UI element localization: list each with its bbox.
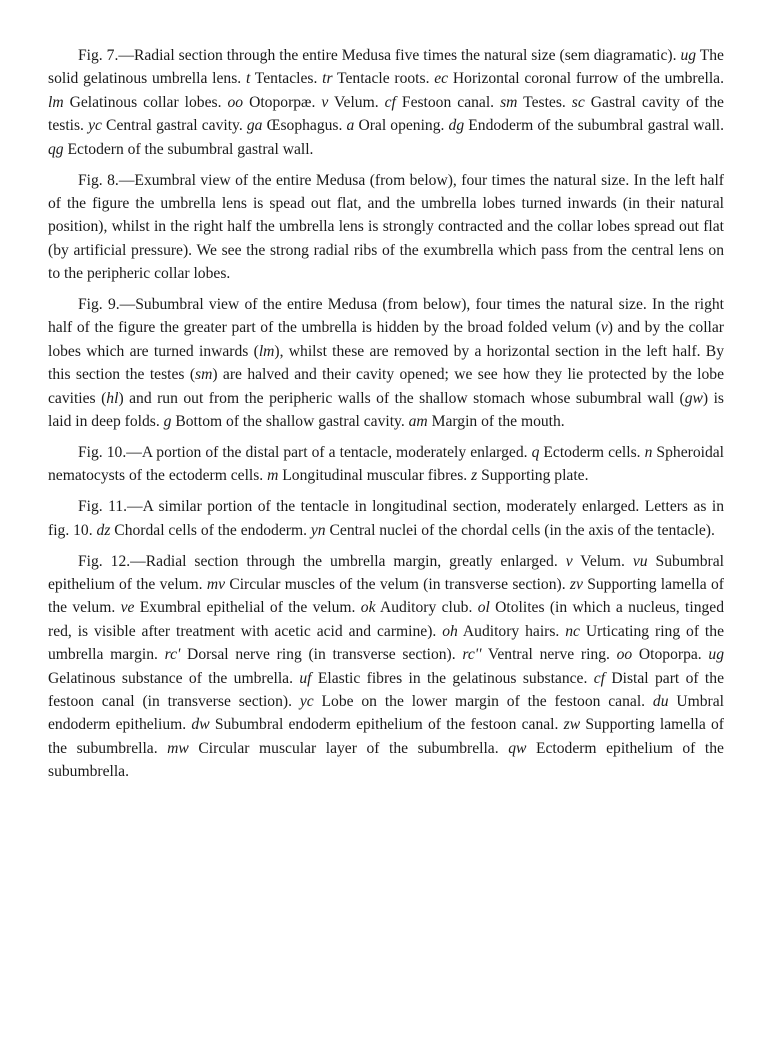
fig-9-caption: Fig. 9.—Subumbral view of the entire Medusa (from below), four times the natural size. In the right half of the figure the greater part of the umbrella is hidden by the broad folded velum (v) and by the collar lobes which are turned inwards (lm), whilst these are removed by a horizontal section in the left half. By this section the testes (sm) are halved and their cavity opened; we see how they lie protected by the lobe cavities (hl) and run out from the peripheric walls of the shallow stomach whose subumbral wall (gw) is laid in deep folds. g Bottom of the shallow gastral cavity. am Margin of the mouth. xyxy=(48,296,725,431)
fig-12-caption: Fig. 12.—Radial section through the umbrella margin, greatly enlarged. v Velum. vu Subumbral epithelium of the velum. mv Circular muscles of the velum (in transverse section). zv Supporting lamella of the velum. ve Exumbral epithelial of the velum. ok Auditory club. ol Otolites (in which a nucleus, tinged red, is visible after treatment with acetic acid and carmine). oh Auditory hairs. nc Urticating ring of the umbrella margin. rc' Dorsal nerve ring (in transverse section). rc'' Ventral nerve ring. oo Otoporpa. ug Gelatinous substance of the umbrella. uf Elastic fibres in the gelatinous substance. cf Distal part of the festoon canal (in transverse section). yc Lobe on the lower margin of the festoon canal. du Umbral endoderm epithelium. dw Subumbral endoderm epithelium of the festoon canal. zw Supporting lamella of the subumbrella. mw Circular muscular layer of the subumbrella. qw Ectoderm epithelium of the subumbrella. xyxy=(48,552,725,781)
fig-10-caption: Fig. 10.—A portion of the distal part of a tentacle, moderately enlarged. q Ectoderm cells. n Spheroidal nematocysts of the ectoderm cells. m Longitudinal muscular fibres. z Supporting plate. xyxy=(48,444,724,485)
fig-7-caption: Fig. 7.—Radial section through the entire Medusa five times the natural size (sem diagramatic). ug The solid gelatinous umbrella lens. t Tentacles. tr Tentacle roots. ec Horizontal coronal furrow of the umbrella. lm Gelatinous collar lobes. oo Otoporpæ. v Velum. cf Festoon canal. sm Testes. sc Gastral cavity of the testis. yc Central gastral cavity. ga Œsophagus. a Oral opening. dg Endoderm of the subumbral gastral wall. qg Ectodern of the subumbral gastral wall. xyxy=(48,47,725,158)
fig-8-caption: Fig. 8.—Exumbral view of the entire Medusa (from below), four times the natural size. In the left half of the figure the umbrella lens is spead out flat, and the umbrella lobes turned inwards (in their natural position), whilst in the right half the umbrella lens is strongly contracted and the collar lobes spread out flat (by artificial pressure). We see the strong radial ribs of the exumbrella which pass from the central lens on to the peripheric collar lobes. xyxy=(48,171,724,283)
fig-11-caption: Fig. 11.—A similar portion of the tentacle in longitudinal section, moderately enlarged. Letters as in fig. 10. dz Chordal cells of the endoderm. yn Central nuclei of the chordal cells (in the axis of the tentacle). xyxy=(48,498,724,539)
